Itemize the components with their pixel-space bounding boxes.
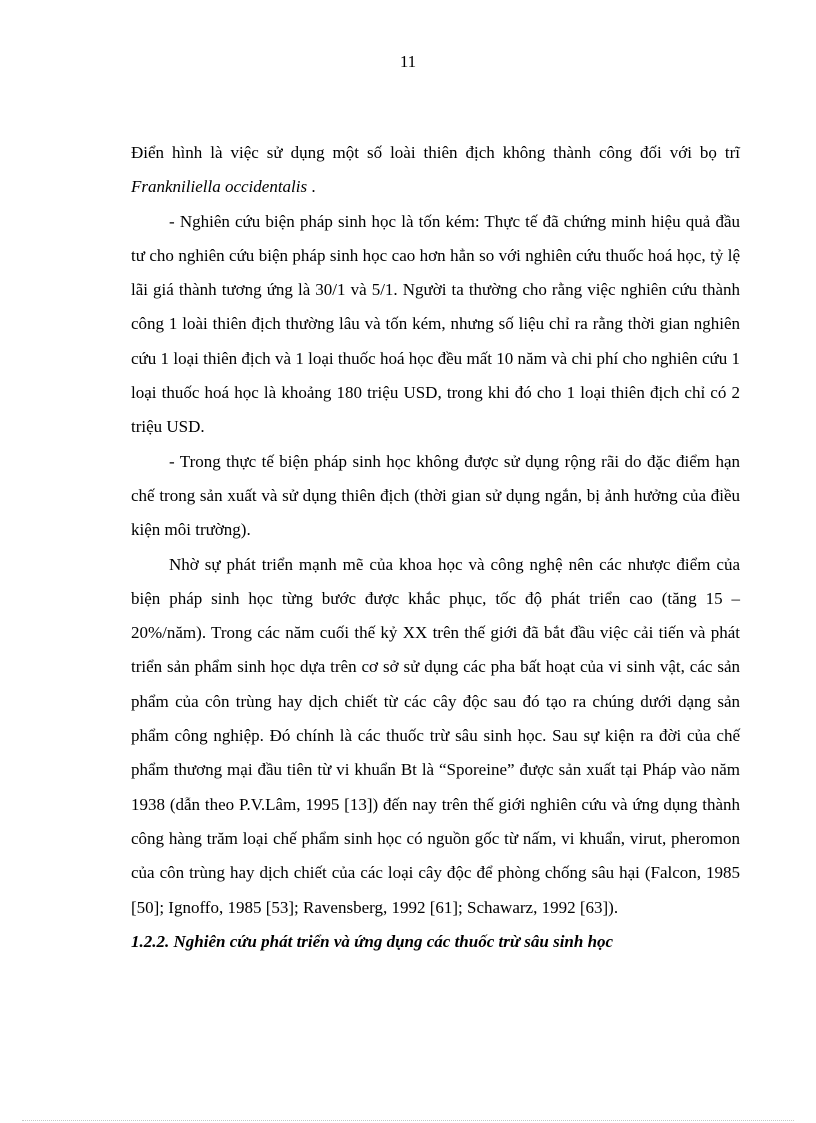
paragraph-1 (131, 136, 740, 205)
paragraph-4: Nhờ sự phát triển mạnh mẽ của khoa học và công nghệ nên các nhược điểm của biện pháp sinh học từng bước được khắc phục, tốc độ phát triển cao (tăng 15 – 20%/năm). Trong các năm cuối thế kỷ XX trên thế giới đã bắt đầu việc cải tiến và phát triển sản phẩm sinh học dựa trên cơ sở sử dụng các pha bất hoạt của vi sinh vật, các sản phẩm của côn trùng hay dịch chiết từ các cây độc sau đó tạo ra chúng dưới dạng sản phẩm công nghiệp. Đó chính là các thuốc trừ sâu sinh học. Sau sự kiện ra đời của chế phẩm thương mại đầu tiên từ vi khuẩn Bt là “Sporeine” được sản xuất tại Pháp vào năm 1938 (dẫn theo P.V.Lâm, 1995 [13]) đến nay trên thế giới nghiên cứu và ứng dụng thành công hàng trăm loại chế phẩm sinh học có nguồn gốc từ nấm, vi khuẩn, virut, pheromon của côn trùng hay dịch chiết của các loại cây độc để phòng chống sâu hại (Falcon, 1985 [50]; Ignoffo, 1985 [53]; Ravensberg, 1992 [61]; Schawarz, 1992 [63]). (131, 554, 740, 917)
species-name: Frankniliella occidentalis (131, 177, 308, 197)
document-body (131, 136, 740, 959)
paragraph-1-end: . (307, 177, 316, 197)
section-heading: 1.2.2. Nghiên cứu phát triển và ứng dụng các thuốc trừ sâu sinh học (131, 931, 614, 951)
page-number: 11 (399, 52, 417, 71)
page-bottom-divider (22, 1120, 794, 1121)
paragraph-2: - Nghiên cứu biện pháp sinh học là tốn kém: Thực tế đã chứng minh hiệu quả đầu tư cho nghiên cứu biện pháp sinh học cao hơn hẳn so với nghiên cứu thuốc hoá học, tỷ lệ lãi giá thành tương ứng là 30/1 và 5/1. Người ta thường cho rằng việc nghiên cứu thành công 1 loài thiên địch thường lâu và tốn kém, nhưng số liệu chỉ ra rằng thời gian nghiên cứu 1 loại thiên địch và 1 loại thuốc hoá học đều mất 10 năm và chi phí cho nghiên cứu 1 loại thuốc hoá học là khoảng 180 triệu USD, trong khi đó cho 1 loại thiên địch chỉ có 2 triệu USD. (131, 211, 740, 437)
paragraph-1-text: Điển hình là việc sử dụng một số loài thiên địch không thành công đối với bọ trĩ (131, 143, 740, 162)
paragraph-3: - Trong thực tế biện pháp sinh học không được sử dụng rộng rãi do đặc điểm hạn chế trong sản xuất và sử dụng thiên địch (thời gian sử dụng ngắn, bị ảnh hưởng của điều kiện môi trường). (131, 451, 740, 540)
